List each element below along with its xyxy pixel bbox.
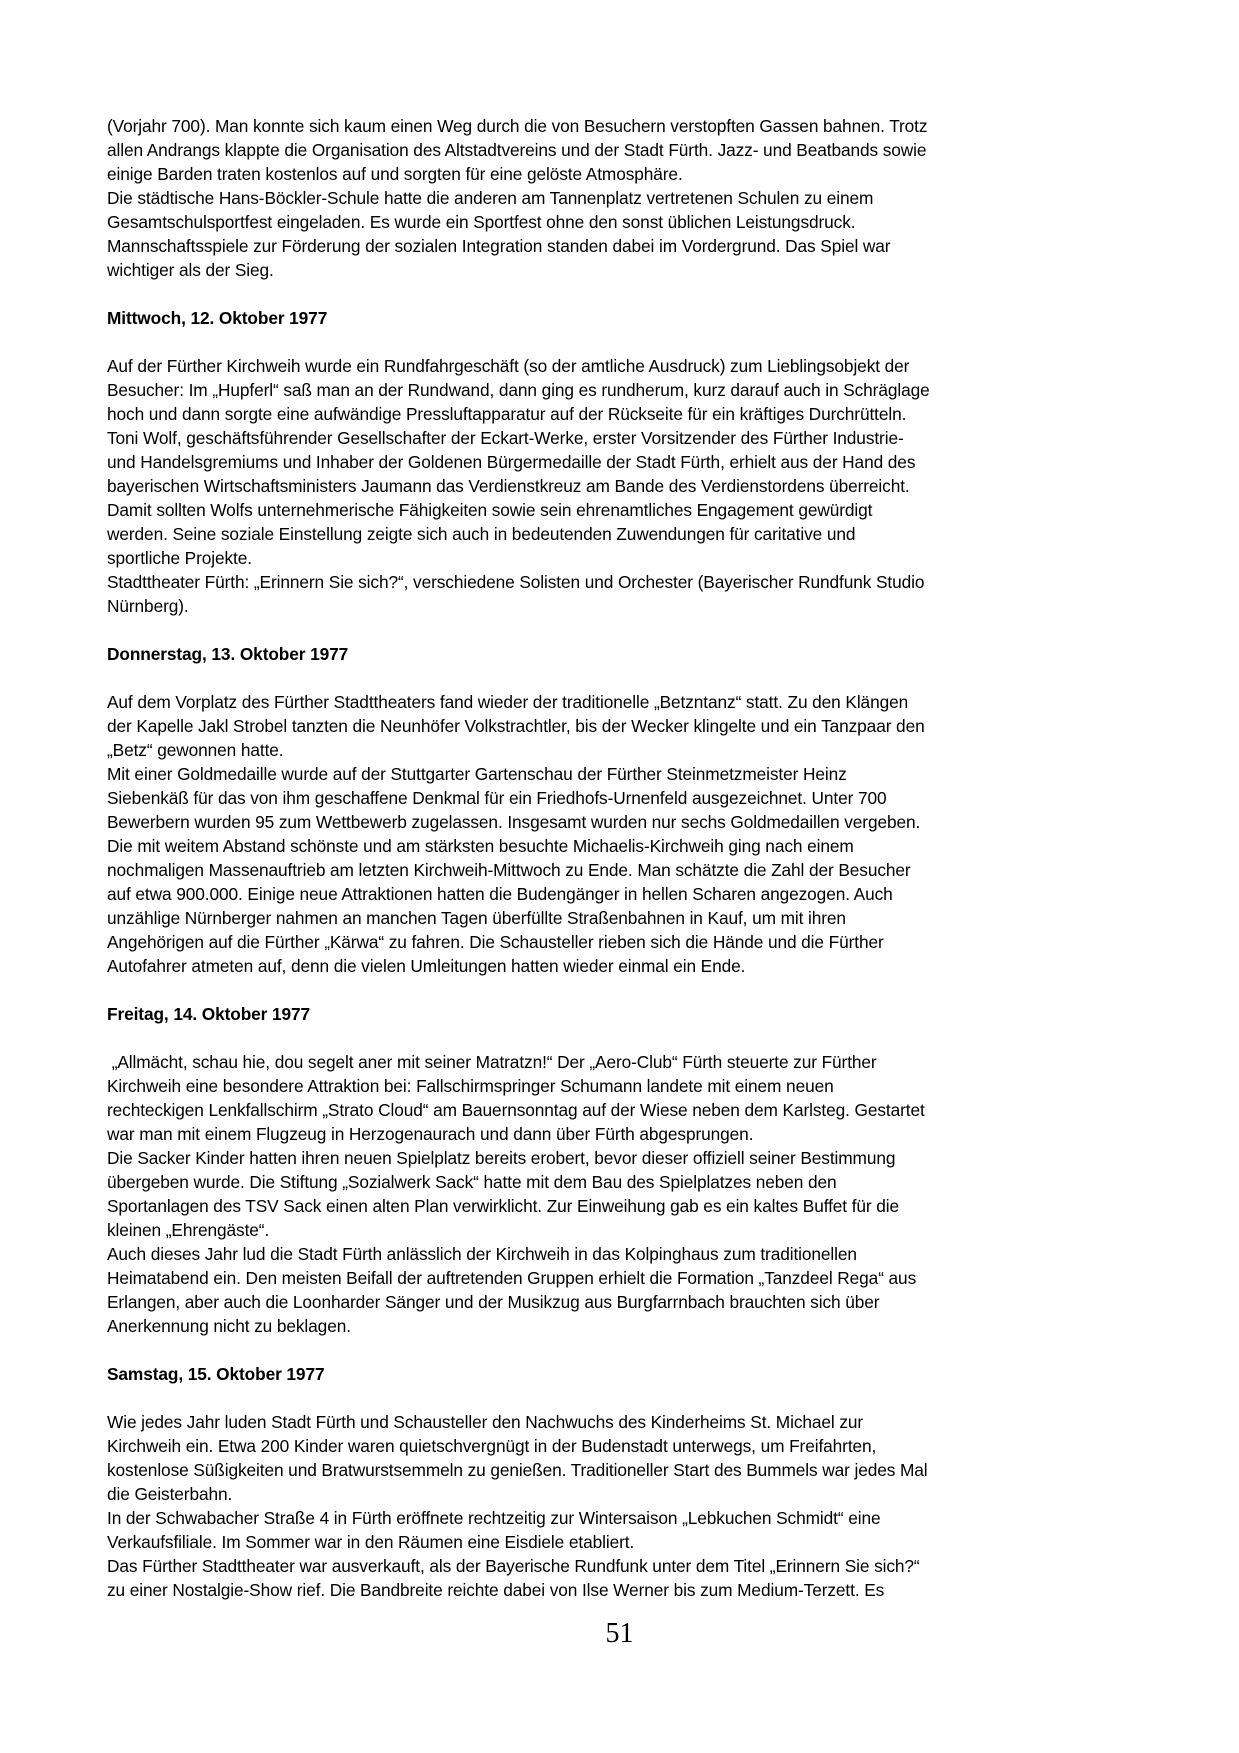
text-line: Toni Wolf, geschäftsführender Gesellschafter der Eckart-Werke, erster Vorsitzender des Fürther Industrie-: [107, 428, 904, 448]
document-body: [107, 114, 1152, 1602]
blank-line: [107, 666, 1152, 690]
blank-line: [107, 1026, 1152, 1050]
blank-line: [107, 330, 1152, 354]
text-line: Nürnberg).: [107, 596, 189, 616]
section-heading: Samstag, 15. Oktober 1977: [107, 1364, 325, 1384]
blank-line: [107, 282, 1152, 306]
page-number: 51: [605, 1618, 634, 1649]
text-line: Stadttheater Fürth: „Erinnern Sie sich?“, verschiedene Solisten und Orchester (Bayerischer Rundfunk Studio: [107, 572, 925, 592]
text-line: wichtiger als der Sieg.: [107, 260, 274, 280]
text-line: In der Schwabacher Straße 4 in Fürth eröffnete rechtzeitig zur Wintersaison „Lebkuchen Schmidt“ eine: [107, 1508, 881, 1528]
text-line: rechteckigen Lenkfallschirm „Strato Cloud“ am Bauernsonntag auf der Wiese neben dem Karlsteg. Gestartet: [107, 1100, 925, 1120]
text-line: auf etwa 900.000. Einige neue Attraktionen hatten die Budengänger in hellen Scharen angezogen. Auch: [107, 884, 893, 904]
text-line: Die mit weitem Abstand schönste und am stärksten besuchte Michaelis-Kirchweih ging nach einem: [107, 836, 854, 856]
text-line: sportliche Projekte.: [107, 548, 252, 568]
text-line: „Allmächt, schau hie, dou segelt aner mit seiner Matratzn!“ Der „Aero-Club“ Fürth steuerte zur Fürther: [107, 1052, 877, 1072]
text-line: Siebenkäß für das von ihm geschaffene Denkmal für ein Friedhofs-Urnenfeld ausgezeichnet. Unter 700: [107, 788, 887, 808]
text-line: „Betz“ gewonnen hatte.: [107, 740, 284, 760]
text-line: Angehörigen auf die Fürther „Kärwa“ zu fahren. Die Schausteller rieben sich die Hände und die Fürther: [107, 932, 884, 952]
text-line: war man mit einem Flugzeug in Herzogenaurach und dann über Fürth abgesprungen.: [107, 1124, 754, 1144]
blank-line: [107, 1386, 1152, 1410]
text-line: Heimatabend ein. Den meisten Beifall der auftretenden Gruppen erhielt die Formation „Tanzdeel Rega“ aus: [107, 1268, 917, 1288]
text-line: kostenlose Süßigkeiten und Bratwurstsemmeln zu genießen. Traditioneller Start des Bummels war jedes Mal: [107, 1460, 928, 1480]
text-line: Mannschaftsspiele zur Förderung der sozialen Integration standen dabei im Vordergrund. Das Spiel war: [107, 236, 891, 256]
text-line: Autofahrer atmeten auf, denn die vielen Umleitungen hatten wieder einmal ein Ende.: [107, 956, 746, 976]
text-line: Damit sollten Wolfs unternehmerische Fähigkeiten sowie sein ehrenamtliches Engagement gewürdigt: [107, 500, 873, 520]
text-line: Sportanlagen des TSV Sack einen alten Plan verwirklicht. Zur Einweihung gab es ein kaltes Buffet für die: [107, 1196, 900, 1216]
text-line: Bewerbern wurden 95 zum Wettbewerb zugelassen. Insgesamt wurden nur sechs Goldmedaillen vergeben.: [107, 812, 921, 832]
section-heading: Freitag, 14. Oktober 1977: [107, 1004, 311, 1024]
text-line: Besucher: Im „Hupferl“ saß man an der Rundwand, dann ging es rundherum, kurz darauf auch in Schräglage: [107, 380, 930, 400]
blank-line: [107, 1338, 1152, 1362]
text-line: Auf dem Vorplatz des Fürther Stadttheaters fand wieder der traditionelle „Betzntanz“ statt. Zu den Klängen: [107, 692, 909, 712]
text-line: und Handelsgremiums und Inhaber der Goldenen Bürgermedaille der Stadt Fürth, erhielt aus der Hand des: [107, 452, 916, 472]
section-heading: Donnerstag, 13. Oktober 1977: [107, 644, 349, 664]
text-line: Die Sacker Kinder hatten ihren neuen Spielplatz bereits erobert, bevor dieser offiziell seiner Bestimmung: [107, 1148, 896, 1168]
text-line: nochmaligen Massenauftrieb am letzten Kirchweih-Mittwoch zu Ende. Man schätzte die Zahl der Besucher: [107, 860, 911, 880]
text-line: Kirchweih eine besondere Attraktion bei: Fallschirmspringer Schumann landete mit einem neuen: [107, 1076, 834, 1096]
text-line: übergeben wurde. Die Stiftung „Sozialwerk Sack“ hatte mit dem Bau des Spielplatzes neben den: [107, 1172, 837, 1192]
text-line: Wie jedes Jahr luden Stadt Fürth und Schausteller den Nachwuchs des Kinderheims St. Michael zur: [107, 1412, 864, 1432]
text-line: Anerkennung nicht zu beklagen.: [107, 1316, 351, 1336]
text-line: kleinen „Ehrengäste“.: [107, 1220, 270, 1240]
text-line: die Geisterbahn.: [107, 1484, 233, 1504]
text-line: Auch dieses Jahr lud die Stadt Fürth anlässlich der Kirchweih in das Kolpinghaus zum traditionellen: [107, 1244, 857, 1264]
text-line: unzählige Nürnberger nahmen an manchen Tagen überfüllte Straßenbahnen in Kauf, um mit ihren: [107, 908, 846, 928]
text-line: einige Barden traten kostenlos auf und sorgten für eine gelöste Atmosphäre.: [107, 164, 683, 184]
text-line: der Kapelle Jakl Strobel tanzten die Neunhöfer Volkstrachtler, bis der Wecker klingelte und ein Tanzpaar den: [107, 716, 925, 736]
text-line: Kirchweih ein. Etwa 200 Kinder waren quietschvergnügt in der Budenstadt unterwegs, um Freifahrten,: [107, 1436, 877, 1456]
text-line: hoch und dann sorgte eine aufwändige Pressluftapparatur auf der Rückseite für ein kräftiges Durchrütteln.: [107, 404, 907, 424]
text-line: Gesamtschulsportfest eingeladen. Es wurde ein Sportfest ohne den sonst üblichen Leistungsdruck.: [107, 212, 856, 232]
text-line: bayerischen Wirtschaftsministers Jaumann das Verdienstkreuz am Bande des Verdienstordens überreicht.: [107, 476, 910, 496]
text-line: Mit einer Goldmedaille wurde auf der Stuttgarter Gartenschau der Fürther Steinmetzmeister Heinz: [107, 764, 847, 784]
text-line: Das Fürther Stadttheater war ausverkauft, als der Bayerische Rundfunk unter dem Titel „Erinnern Sie sich?“: [107, 1556, 920, 1576]
text-line: Erlangen, aber auch die Loonharder Sänger und der Musikzug aus Burgfarrnbach brauchten sich über: [107, 1292, 880, 1312]
section-heading: Mittwoch, 12. Oktober 1977: [107, 308, 328, 328]
blank-line: [107, 978, 1152, 1002]
text-line: Verkaufsfiliale. Im Sommer war in den Räumen eine Eisdiele etabliert.: [107, 1532, 635, 1552]
text-line: werden. Seine soziale Einstellung zeigte sich auch in bedeutenden Zuwendungen für caritative und: [107, 524, 856, 544]
text-line: zu einer Nostalgie-Show rief. Die Bandbreite reichte dabei von Ilse Werner bis zum Medium-Terzett. Es: [107, 1580, 885, 1600]
text-line: allen Andrangs klappte die Organisation des Altstadtvereins und der Stadt Fürth. Jazz- und Beatbands sowie: [107, 140, 927, 160]
text-line: (Vorjahr 700). Man konnte sich kaum einen Weg durch die von Besuchern verstopften Gassen bahnen. Trotz: [107, 116, 928, 136]
text-line: Auf der Fürther Kirchweih wurde ein Rundfahrgeschäft (so der amtliche Ausdruck) zum Lieblingsobjekt der: [107, 356, 910, 376]
blank-line: [107, 618, 1152, 642]
text-line: Die städtische Hans-Böckler-Schule hatte die anderen am Tannenplatz vertretenen Schulen zu einem: [107, 188, 874, 208]
